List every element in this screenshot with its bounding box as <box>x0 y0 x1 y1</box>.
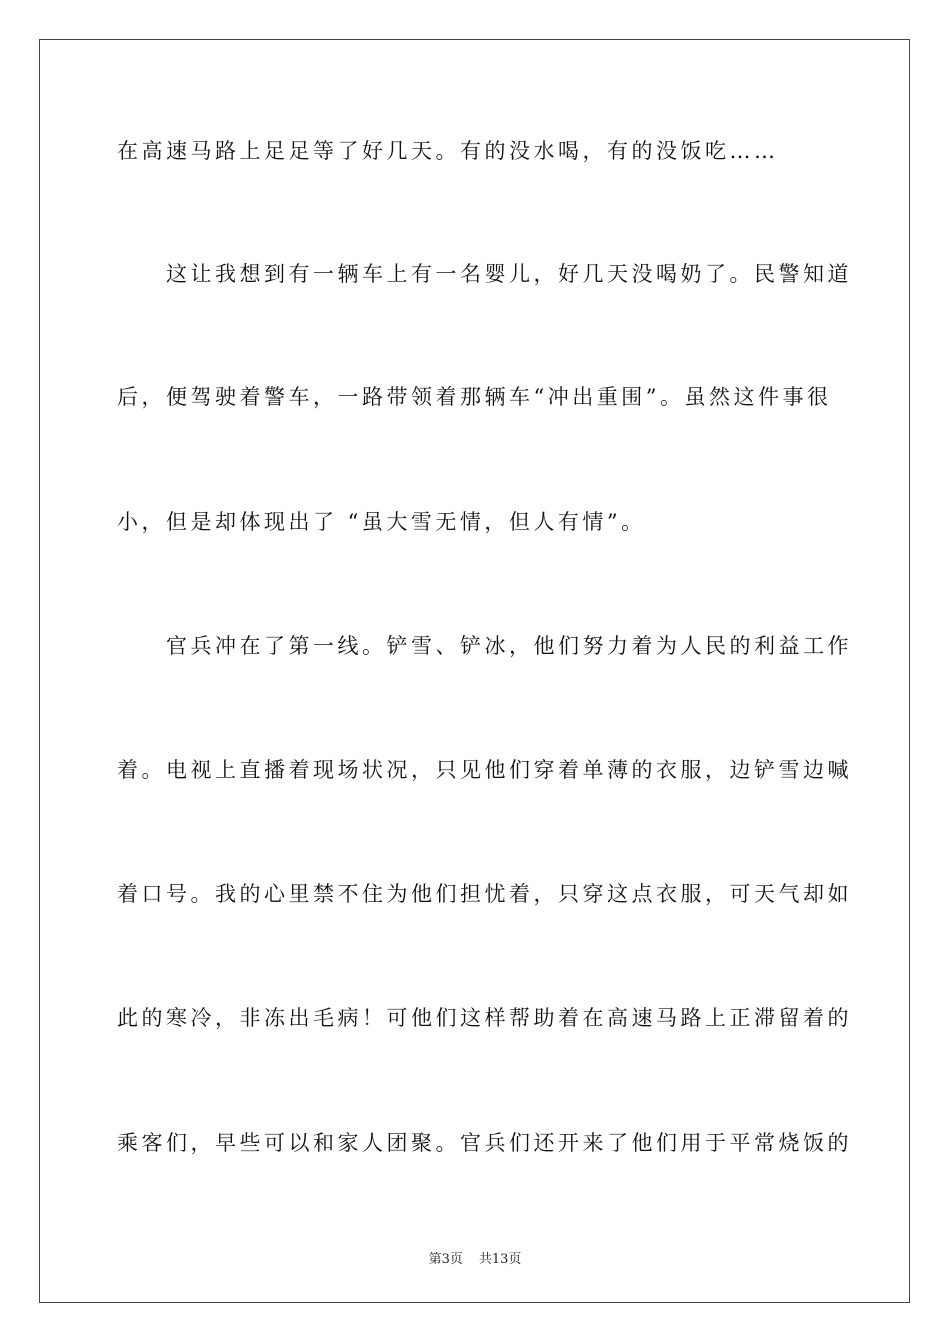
page-border <box>39 39 910 1303</box>
text-line-3: 后，便驾驶着警车，一路带领着那辆车“冲出重围”。虽然这件事很 <box>117 385 832 409</box>
text-line-8: 此的寒冷，非冻出毛病！可他们这样帮助着在高速马路上正滞留着的 <box>117 1006 852 1030</box>
page-total: 共13页 <box>478 1252 522 1267</box>
text-line-4: 小，但是却体现出了 “虽大雪无情，但人有情”。 <box>117 510 646 534</box>
text-line-1: 在高速马路上足足等了好几天。有的没水喝，有的没饭吃…… <box>117 139 779 163</box>
page-number: 第3页 <box>428 1252 463 1267</box>
text-line-6: 着。电视上直播着现场状况，只见他们穿着单薄的衣服，边铲雪边喊 <box>117 758 852 782</box>
text-line-9: 乘客们，早些可以和家人团聚。官兵们还开来了他们用于平常烧饭的 <box>117 1131 852 1155</box>
text-line-5: 官兵冲在了第一线。铲雪、铲冰，他们努力着为人民的利益工作 <box>117 634 852 658</box>
text-line-7: 着口号。我的心里禁不住为他们担忧着，只穿这点衣服，可天气却如 <box>117 882 852 906</box>
page-footer <box>0 1248 950 1267</box>
text-line-2: 这让我想到有一辆车上有一名婴儿，好几天没喝奶了。民警知道 <box>117 262 852 286</box>
